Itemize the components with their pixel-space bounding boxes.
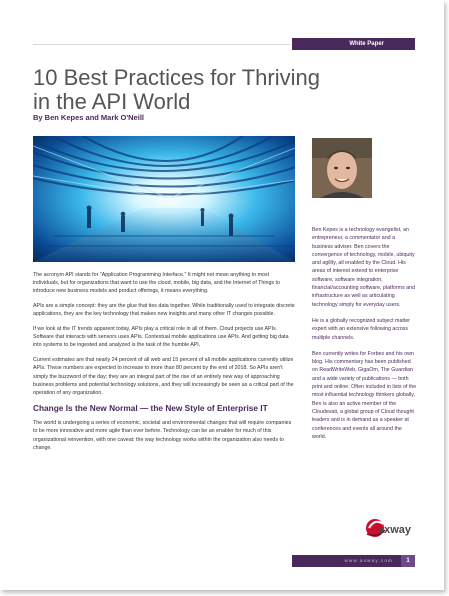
page-title: 10 Best Practices for Thriving in the API World	[33, 65, 320, 114]
body-paragraph: APIs are a simple concept: they are the glue that ties data together. While traditionally used to integrate discrete applications, they are the key technology that makes new insights and many other IT changes possible.	[33, 303, 295, 318]
main-body	[33, 271, 295, 458]
bio-paragraph: Ben Kepes is a technology evangelist, an entrepreneur, a commentator and a business adviser. Ben covers the convergence of technology, mobile, ubiquity and agility, all enabled by the Cloud. His areas of interest extend to enterprise software, software integration, financial/accounting software, platforms and infrastructure as well as articulating technology simply for everyday users.	[312, 227, 416, 308]
section-heading: Change Is the New Normal — the New Style of Enterprise IT	[33, 402, 268, 413]
body-paragraph: The world is undergoing a series of economic, societal and environmental changes that will require companies to be more innovative and more agile than ever before. Technology can be an enabler for much of this organizational reinvention, with one caveat: the way technology works within the organization also needs to change.	[33, 420, 292, 451]
footer-bar	[292, 555, 415, 567]
tunnel-illustration	[33, 136, 295, 262]
body-paragraph: The acronym API stands for "Application Programming Interface." It might not mean anything to most individuals, but for organizations that want to use the cloud, mobile, big data, and the Internet of Things to introduce new business models and product offerings, it means everything.	[33, 272, 280, 295]
bio-paragraph: He is a globally recognized subject matter expert with an extensive following across multiple channels.	[312, 317, 411, 341]
author-portrait	[312, 138, 372, 198]
document-type-badge: White Paper	[292, 38, 415, 50]
bio-paragraph: Ben currently writes for Forbes and his own blog. His commentary has been published on ReadWriteWeb, GigaOm, The Guardian and a wide variety of publications — both print and online. Often included in lists of the most influential technology thinkers globally, Ben is also an active member of the Cloudevati, a global group of Cloud thought leaders and is in demand as a speaker at conferences and events all around the world.	[312, 350, 417, 440]
body-paragraph: Current estimates are that nearly 24 percent of all web and 15 percent of all mobile applications currently utilize APIs. These numbers are expected to increase to more than 80 percent by the end of 2018. So APIs aren't simply the buzzword of the day; they are an integral part of the rise of an entirely new way of approaching business problems and potential technology solutions, and they will increasingly be seen as a critical part of the operation of any organization.	[33, 357, 294, 396]
page-number: 1	[401, 555, 415, 567]
header-rule	[33, 44, 290, 45]
byline: By Ben Kepes and Mark O'Neill	[33, 113, 144, 122]
axway-logo	[363, 514, 421, 544]
body-paragraph: If we look at the IT trends apparent today, APIs play a critical role in all of them. Cloud projects use APIs. Software that interacts with sensors uses APIs. Contextual mobile applications use APIs. And getting big data into systems to be ingested and analyzed is the task of the humble API.	[33, 326, 289, 349]
footer-url: www.axway.com	[344, 558, 393, 563]
author-photo	[312, 138, 372, 198]
author-bio	[312, 226, 417, 449]
hero-image	[33, 136, 295, 262]
logo-wordmark: axway	[378, 524, 412, 536]
